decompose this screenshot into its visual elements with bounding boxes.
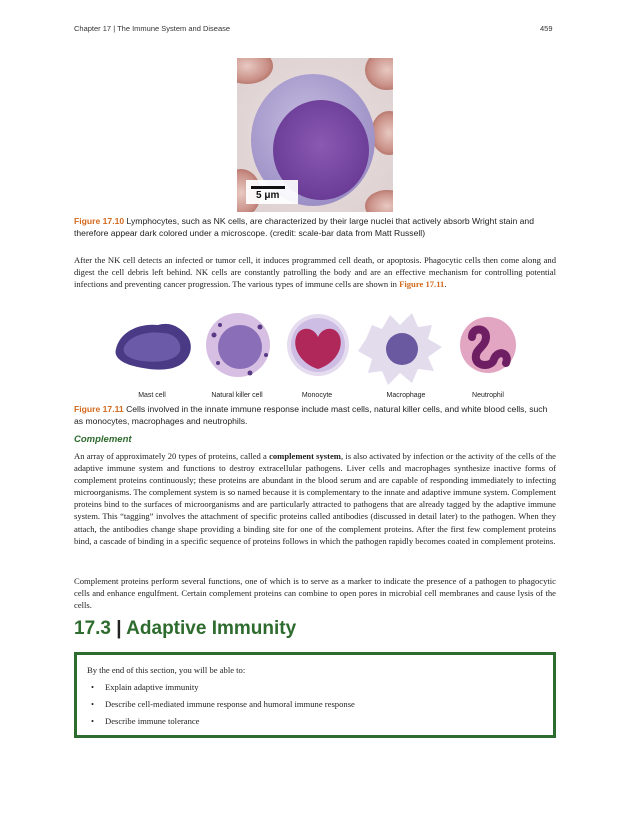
- caption-text: Cells involved in the innate immune response include mast cells, natural killer cells, and white blood cells, such as monocytes, macrophages and neutrophils.: [74, 404, 548, 426]
- figure-label: Figure 17.10: [74, 216, 125, 226]
- caption-text: Lymphocytes, such as NK cells, are characterized by their large nuclei that actively absorb Wright stain and therefore appear dark colored under a microscope. (credit: scale-bar data from Matt Russell): [74, 216, 534, 238]
- objectives-intro: By the end of this section, you will be able to:: [87, 665, 246, 675]
- paragraph-text: After the NK cell detects an infected or tumor cell, it induces programmed cell death, or apoptosis. Phagocytic cells then come along and digest the cell debris left behind. NK cells are constantly patrolling the body and are an effective mechanism for controlling potential infections and preventing cancer progression. The various types of immune cells are shown in: [74, 255, 556, 290]
- page-number: 459: [540, 24, 553, 33]
- section-title: [74, 618, 296, 640]
- running-header: Chapter 17 | The Immune System and Disease: [74, 24, 231, 33]
- paragraph-complement-2: Complement proteins perform several functions, one of which is to serve as a marker to indicate the presence of a pathogen to phagocytic cells and enhance engulfment. Certain complement proteins can combine to open pores in microbial cell membranes and cause lysis of the cells.: [74, 576, 556, 611]
- section-separator: |: [116, 618, 122, 639]
- key-term: complement system: [269, 451, 341, 461]
- paragraph-text-cont: , is also activated by infection or the activity of the cells of the adaptive immune system and functions to destroy extracellular pathogens. Liver cells and macrophages synthesize inactive forms of complement proteins continuously; these proteins are abundant in the blood serum and are capable of responding immediately to infecting microorganisms. The complement system is so named because it is complementary to the innate and adaptive immune system. Complement proteins bind to the surfaces of microorganisms and are particularly attracted to pathogens that are already tagged by the adaptive immune system. This “tagging” involves the attachment of specific proteins called antibodies (discussed in detail later) to the pathogen. When they attach, the antibodies change shape providing a binding site for one of the complement proteins. After the first few complement proteins bind, a cascade of binding in a specific sequence of proteins follows in which the pathogen rapidly becomes coated in complement proteins.: [74, 451, 556, 546]
- neutrophil-illustration: [460, 317, 516, 373]
- figure-label: Figure 17.11: [74, 404, 124, 414]
- cell-label-monocyte: Monocyte: [301, 392, 333, 399]
- figure-17-10-caption: [74, 215, 556, 239]
- paragraph-end: .: [444, 279, 447, 290]
- section-name: Adaptive Immunity: [126, 618, 297, 639]
- figure-17-11-caption: [74, 403, 556, 427]
- lymphocyte-micrograph: [237, 58, 393, 212]
- objective-item: • Explain adaptive immunity: [87, 681, 355, 698]
- cell-label-macrophage: Macrophage: [386, 392, 426, 399]
- learning-objectives-box: [74, 652, 556, 738]
- objective-item: • Describe immune tolerance: [87, 715, 355, 732]
- lymphocyte-image: [237, 58, 393, 212]
- objectives-list: [87, 681, 355, 732]
- complement-heading: Complement: [74, 434, 132, 445]
- monocyte-illustration: [287, 314, 349, 376]
- mast-cell-illustration: [116, 324, 191, 370]
- cell-label-neutrophil: Neutrophil: [472, 392, 504, 399]
- scale-bar-label: 5 μm: [256, 190, 280, 201]
- immune-cells-figure: [110, 303, 520, 395]
- macrophage-illustration: [358, 313, 442, 385]
- cell-label-mast: Mast cell: [138, 392, 166, 399]
- paragraph-nk-cells: [74, 254, 556, 290]
- immune-cells-image: [110, 303, 520, 395]
- objective-item: • Describe cell-mediated immune response and humoral immune response: [87, 698, 355, 715]
- nk-cell-illustration: [206, 313, 270, 377]
- paragraph-text: An array of approximately 20 types of proteins, called a: [74, 451, 270, 461]
- figure-17-11-link[interactable]: Figure 17.11: [399, 279, 445, 290]
- cell-label-nk: Natural killer cell: [211, 392, 263, 399]
- section-number: 17.3: [74, 618, 111, 639]
- paragraph-complement-1: [74, 450, 556, 547]
